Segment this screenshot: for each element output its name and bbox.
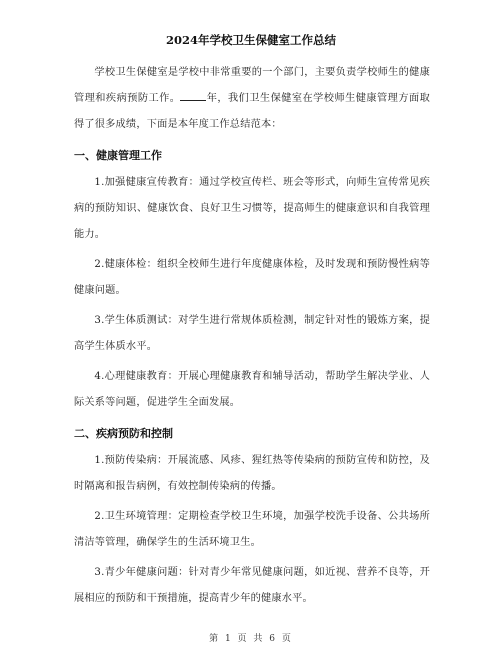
prevention-item-1: 1.预防传染病：开展流感、风疹、猩红热等传染病的预防宣传和防控，及时隔离和报告病例，有效控制传染病的传播。	[74, 455, 430, 492]
health-item-3: 3.学生体质测试：对学生进行常规体质检测，制定针对性的锻炼方案，提高学生体质水平。	[74, 315, 430, 352]
document-body	[74, 60, 430, 616]
prevention-item-2: 2.卫生环境管理：定期检查学校卫生环境，加强学校洗手设备、公共场所清洁等管理，确保学生的生活环境卫生。	[74, 511, 430, 548]
intro-text-start: 学校卫生保健室是学校中非常重要的一个部门，主要负责学校师生的健康管理和疾病预防工作。	[74, 67, 430, 104]
page-title: 2024年学校卫生保健室工作总结	[165, 33, 336, 47]
intro-paragraph	[74, 60, 430, 138]
page-footer: 第 1 页 共 6 页	[209, 634, 293, 644]
year-blank	[180, 90, 206, 101]
health-item-4: 4.心理健康教育：开展心理健康教育和辅导活动，帮助学生解决学业、人际关系等问题，促进学生全面发展。	[74, 371, 430, 408]
prevention-item-3: 3.青少年健康问题：针对青少年常见健康问题，如近视、营养不良等，开展相应的预防和干预措施，提高青少年的健康水平。	[74, 567, 430, 604]
section-heading-disease-prevention: 二、疾病预防和控制	[74, 427, 173, 440]
health-item-2: 2.健康体检：组织全校师生进行年度健康体检，及时发现和预防慢性病等健康问题。	[74, 259, 430, 296]
section-heading-health-management: 一、健康管理工作	[74, 149, 162, 162]
health-item-1: 1.加强健康宣传教育：通过学校宣传栏、班会等形式，向师生宣传常见疾病的预防知识、健康饮食、良好卫生习惯等，提高师生的健康意识和自我管理能力。	[74, 177, 430, 240]
intro-text-end: 年，我们卫生保健室在学校师生健康管理方面取得了很多成绩，下面是本年度工作总结范本：	[74, 93, 430, 130]
